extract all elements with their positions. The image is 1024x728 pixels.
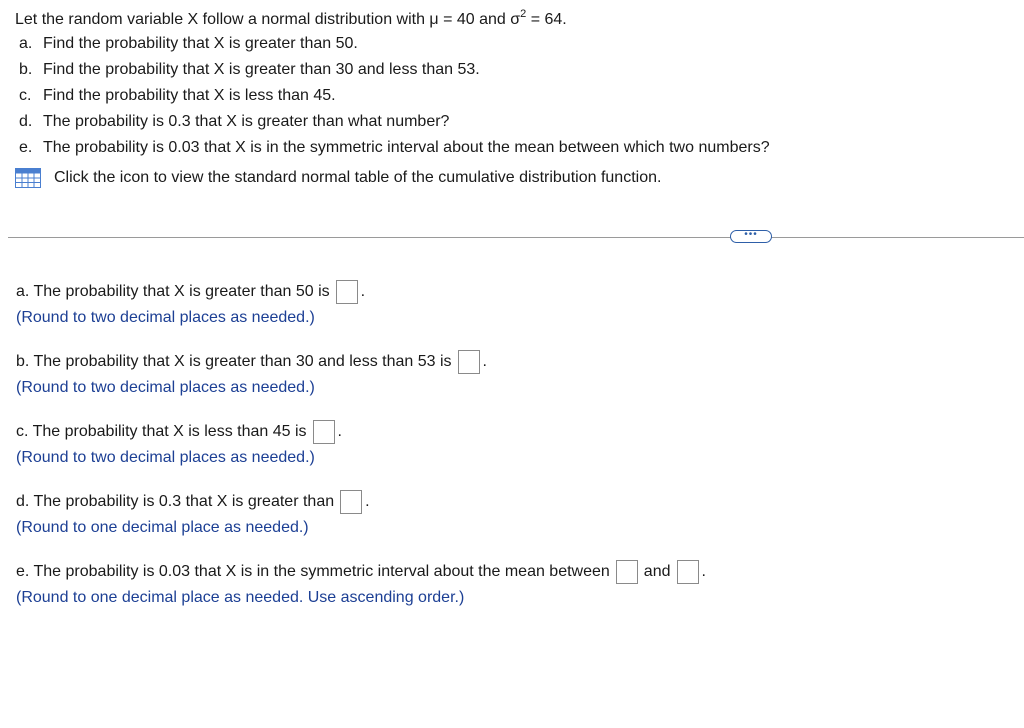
answer-e-upper-input[interactable]: [677, 560, 699, 584]
part-letter: a.: [19, 35, 33, 52]
question-part-b: [15, 57, 1015, 83]
question-part-a: [15, 31, 1015, 57]
part-letter: d.: [19, 113, 33, 130]
answer-b: [16, 349, 1016, 419]
normal-table-link: [15, 166, 1015, 190]
question-part-d: [15, 109, 1015, 135]
answer-b-prompt: b. The probability that X is greater than 30 and less than 53 is: [16, 353, 452, 370]
part-text: Find the probability that X is less than 45.: [43, 87, 336, 104]
answer-c-prompt: c. The probability that X is less than 45 is: [16, 423, 307, 440]
answer-e-joiner: and: [643, 563, 671, 580]
answer-d-prompt: d. The probability is 0.3 that X is greater than: [16, 493, 335, 510]
answers-panel: [16, 279, 1016, 629]
answer-d-input[interactable]: [340, 490, 362, 514]
answer-d: [16, 489, 1016, 559]
answer-b-line: [16, 349, 1016, 375]
question-parts-list: [15, 31, 1015, 161]
answer-b-hint: (Round to two decimal places as needed.): [16, 379, 315, 396]
answer-c: [16, 419, 1016, 489]
answer-e: [16, 559, 1016, 629]
answer-d-line: [16, 489, 1016, 515]
answer-b-period: .: [482, 353, 487, 370]
answer-a-prompt: a. The probability that X is greater than 50 is: [16, 283, 330, 300]
answer-c-line: [16, 419, 1016, 445]
part-text: Find the probability that X is greater than 30 and less than 53.: [43, 61, 480, 78]
answer-a-period: .: [360, 283, 366, 300]
normal-table-link-text: Click the icon to view the standard normal table of the cumulative distribution function.: [54, 169, 662, 186]
section-divider: [8, 237, 1024, 238]
part-letter: c.: [19, 87, 32, 104]
answer-b-input[interactable]: [458, 350, 480, 374]
answer-c-hint: (Round to two decimal places as needed.): [16, 449, 315, 466]
part-text: The probability is 0.3 that X is greater than what number?: [43, 113, 450, 130]
answer-a-hint: (Round to two decimal places as needed.): [16, 309, 315, 326]
question-intro: [15, 8, 1015, 31]
table-grid-icon[interactable]: [15, 168, 41, 188]
question-panel: [15, 8, 1015, 190]
part-text: The probability is 0.03 that X is in the symmetric interval about the mean between which two numbers?: [43, 139, 770, 156]
answer-e-hint: (Round to one decimal place as needed. Use ascending order.): [16, 589, 465, 606]
part-text: Find the probability that X is greater than 50.: [43, 35, 358, 52]
answer-d-period: .: [365, 493, 370, 510]
question-part-e: [15, 135, 1015, 161]
answer-c-input[interactable]: [313, 420, 335, 444]
answer-e-period: .: [701, 563, 706, 580]
answer-e-prompt: e. The probability is 0.03 that X is in the symmetric interval about the mean between: [16, 563, 610, 580]
variance-exponent: 2: [520, 7, 527, 20]
question-part-c: [15, 83, 1015, 109]
part-letter: b.: [19, 61, 33, 78]
answer-a-line: [16, 279, 1016, 305]
more-options-button[interactable]: [730, 230, 772, 243]
question-intro-end: = 64.: [526, 11, 567, 28]
answer-c-period: .: [337, 423, 342, 440]
question-intro-text: Let the random variable X follow a normal distribution with μ = 40 and σ: [15, 11, 521, 28]
answer-a: [16, 279, 1016, 349]
answer-a-input[interactable]: [336, 280, 358, 304]
part-letter: e.: [19, 139, 33, 156]
answer-e-lower-input[interactable]: [616, 560, 638, 584]
answer-e-line: [16, 559, 1016, 585]
ellipsis-icon: •••: [744, 229, 758, 240]
answer-d-hint: (Round to one decimal place as needed.): [16, 519, 309, 536]
